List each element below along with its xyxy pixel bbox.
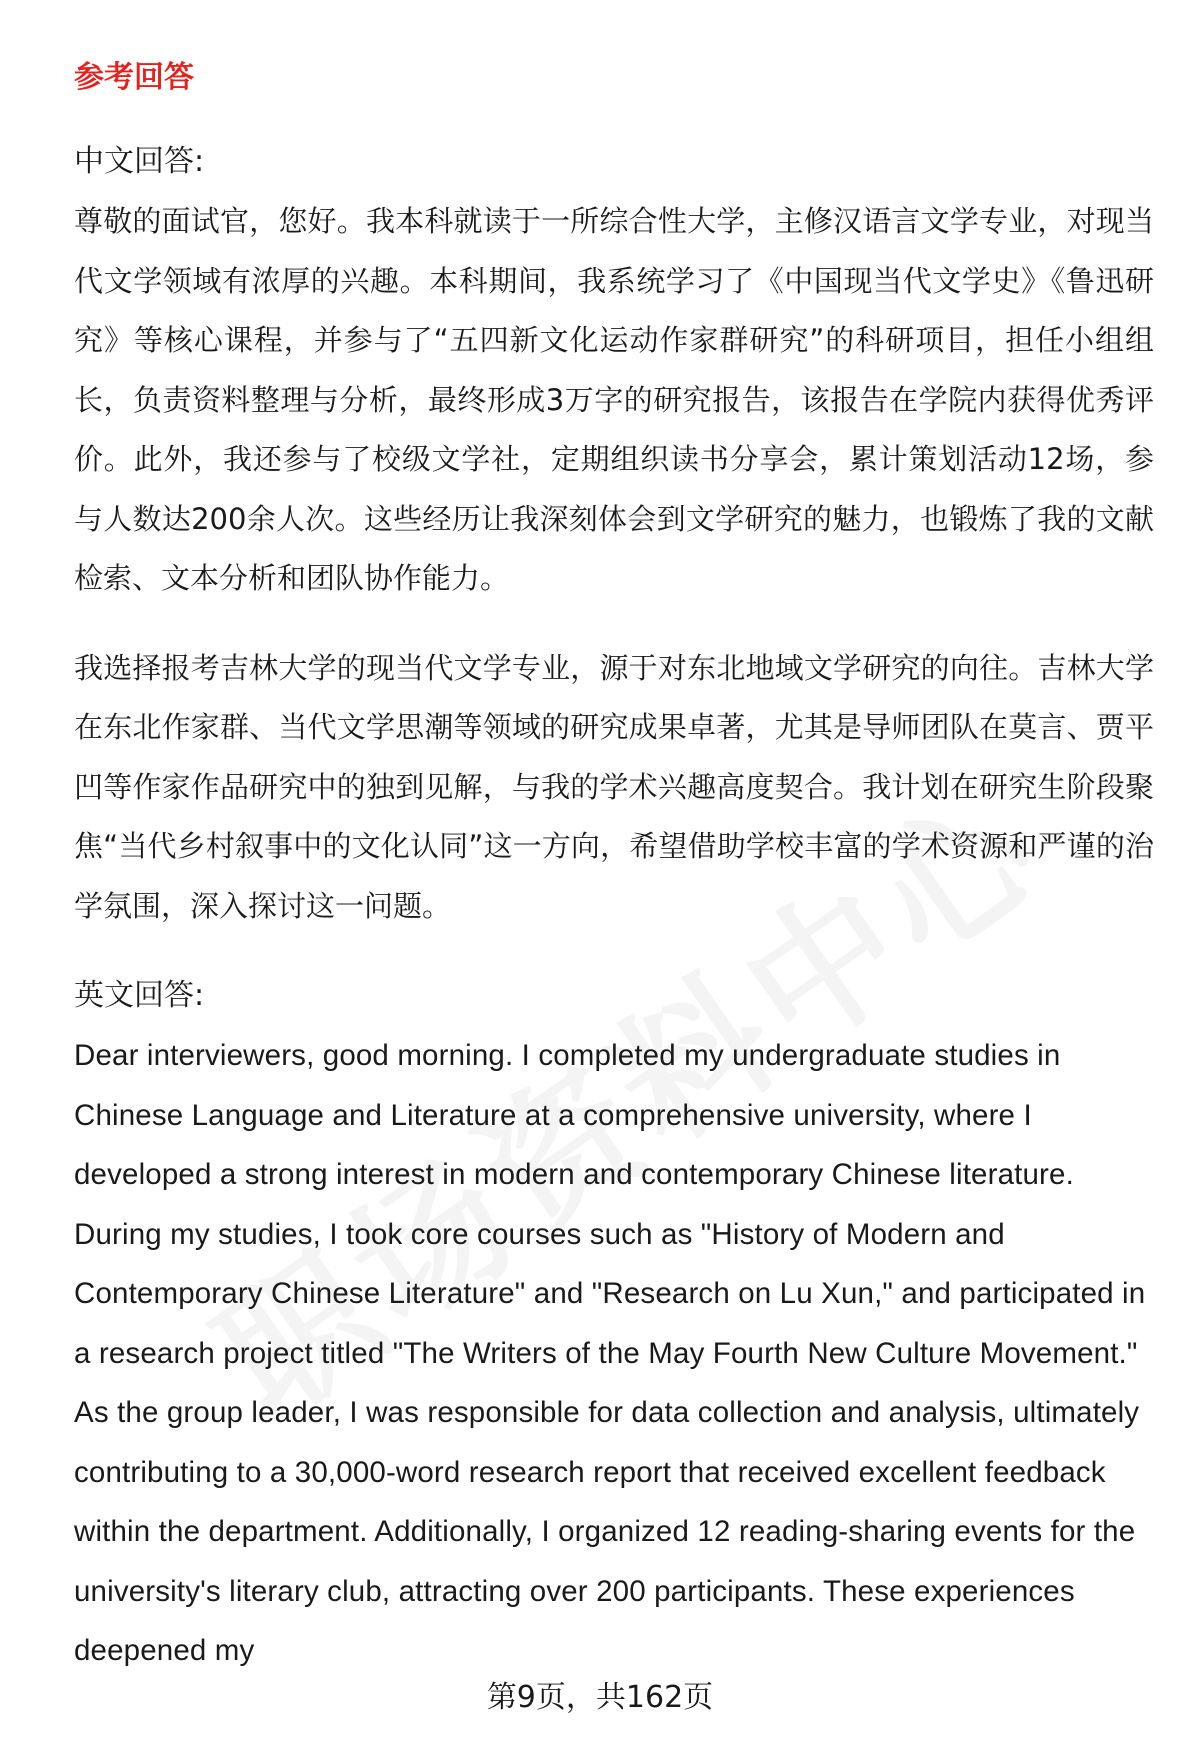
- paragraph-gap: [74, 936, 1154, 966]
- section-heading: 参考回答: [74, 60, 194, 95]
- page-number: 第9页，共162页: [486, 1680, 714, 1715]
- chinese-paragraph-2: 我选择报考吉林大学的现当代文学专业，源于对东北地域文学研究的向往。吉林大学在东北作家群、当代文学思潮等领域的研究成果卓著，尤其是导师团队在莫言、贾平凹等作家作品研究中的独到见解，与我的学术兴趣高度契合。我计划在研究生阶段聚焦“当代乡村叙事中的文化认同”这一方向，希望借助学校丰富的学术资源和严谨的治学氛围，深入探讨这一问题。: [74, 650, 1154, 923]
- english-answer-label: 英文回答:: [74, 978, 205, 1013]
- english-paragraph-1: Dear interviewers, good morning. I completed my undergraduate studies in Chinese Language and Literature at a comprehensive university, where I developed a strong interest in modern and contemporary Chinese literature. During my studies, I took core courses such as "History of Modern and Contemporary Chinese Literature" and "Research on Lu Xun," and participated in a research project titled "The Writers of the May Fourth New Culture Movement." As the group leader, I was responsible for data collection and analysis, ultimately contributing to a 30,000-word research report that received excellent feedback within the department. Additionally, I organized 12 reading-sharing events for the university's literary club, attracting over 200 participants. These experiences deepened my: [74, 1039, 1146, 1667]
- chinese-paragraph-1: 尊敬的面试官，您好。我本科就读于一所综合性大学，主修汉语言文学专业，对现当代文学领域有浓厚的兴趣。本科期间，我系统学习了《中国现当代文学史》《鲁迅研究》等核心课程，并参与了“五四新文化运动作家群研究”的科研项目，担任小组组长，负责资料整理与分析，最终形成3万字的研究报告，该报告在学院内获得优秀评价。此外，我还参与了校级文学社，定期组织读书分享会，累计策划活动12场，参与人数达200余人次。这些经历让我深刻体会到文学研究的魅力，也锻炼了我的文献检索、文本分析和团队协作能力。: [74, 204, 1154, 595]
- content-body: [74, 132, 1154, 1681]
- paragraph-gap: [74, 609, 1154, 639]
- chinese-answer-label: 中文回答:: [74, 144, 205, 179]
